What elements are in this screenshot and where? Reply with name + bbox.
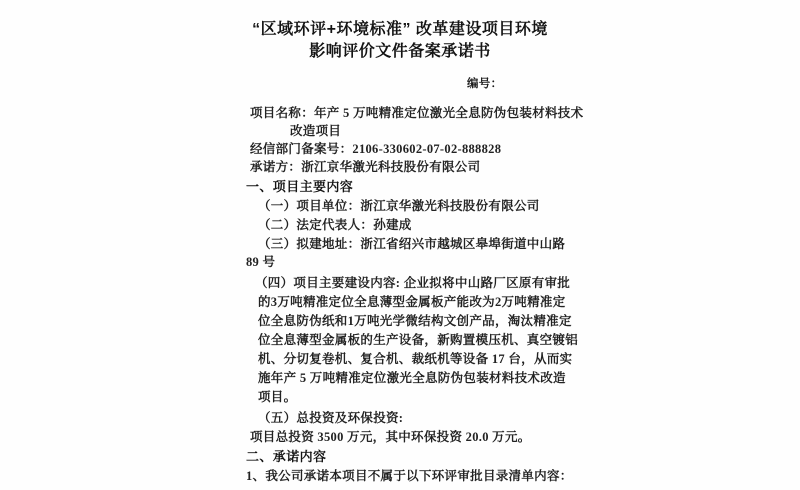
- section-1-item-4-line-1: （四）项目主要建设内容: 企业拟将中山路厂区原有审批: [255, 276, 571, 290]
- section-1-heading: 一、项目主要内容: [246, 179, 354, 194]
- field-record-number: 经信部门备案号：2106-330602-07-02-888828: [250, 142, 502, 156]
- section-1-item-3-line-1: （三）拟建地址：浙江省绍兴市越城区皋埠街道中山路: [258, 237, 566, 251]
- section-1-item-4-line-2: 的3万吨精准定位全息薄型金属板产能改为2万吨精准定: [258, 295, 566, 309]
- section-1-item-4-line-5: 机、分切复卷机、复合机、裁纸机等设备 17 台，从而实: [258, 352, 573, 366]
- document-title-line-1: “区域环评+环境标准” 改革建设项目环境: [252, 21, 548, 38]
- serial-number-label: 编号：: [467, 78, 503, 90]
- section-1-item-1: （一）项目单位：浙江京华激光科技股份有限公司: [258, 199, 540, 213]
- section-2-item-1: 1、我公司承诺本项目不属于以下环评审批目录清单内容：: [246, 469, 573, 483]
- section-1-investment: 项目总投资 3500 万元，其中环保投资 20.0 万元。: [250, 430, 531, 444]
- section-1-item-4-line-3: 位全息防伪纸和1万吨光学微结构文创产品，淘汰精准定: [258, 314, 572, 328]
- field-promisor: 承诺方：浙江京华激光科技股份有限公司: [250, 160, 481, 174]
- section-1-item-4-line-7: 项目。: [258, 390, 297, 404]
- section-1-item-4-line-6: 施年产 5 万吨精准定位激光全息防伪包装材料技术改造: [258, 371, 566, 385]
- document-title-line-2: 影响评价文件备案承诺书: [309, 43, 491, 60]
- section-1-item-4-line-4: 位全息薄型金属板的生产设备，新购置模压机、真空镀铝: [258, 333, 579, 347]
- section-1-item-2: （二）法定代表人：孙建成: [258, 218, 412, 232]
- field-project-name-line-2: 改造项目: [290, 124, 342, 138]
- section-1-item-3-line-2: 89 号: [246, 255, 276, 269]
- section-2-heading: 二、承诺内容: [246, 449, 327, 464]
- section-1-item-5: （五）总投资及环保投资:: [258, 411, 404, 425]
- field-project-name-line-1: 项目名称：年产 5 万吨精准定位激光全息防伪包装材料技术: [250, 106, 584, 120]
